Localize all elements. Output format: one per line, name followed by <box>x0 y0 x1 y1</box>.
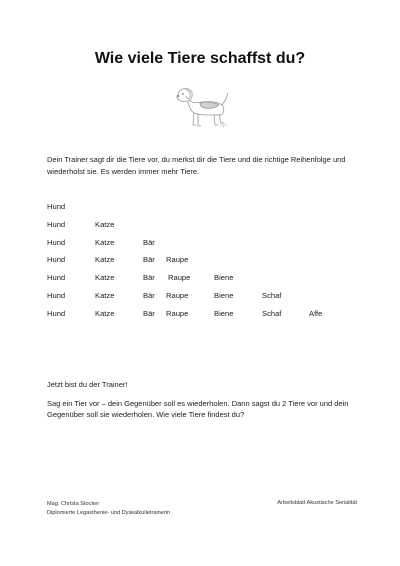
animal-name: Bär <box>143 273 155 282</box>
animal-name: Katze <box>95 220 115 229</box>
trainer-heading: Jetzt bist du der Trainer! <box>47 380 128 389</box>
animal-name: Bär <box>143 255 155 264</box>
animal-name: Bär <box>143 309 155 318</box>
animal-name: Hund <box>47 202 66 211</box>
animal-name: Raupe <box>166 291 189 300</box>
dog-icon <box>170 81 234 131</box>
animal-name: Schaf <box>262 291 282 300</box>
animal-row <box>0 238 400 248</box>
animal-name: Raupe <box>166 309 189 318</box>
animal-name: Affe <box>309 309 323 318</box>
footer-worksheet: Arbeitsblatt Akustische Serialität <box>277 500 357 506</box>
footer-author-name: Mag. Christa Stocker <box>47 501 100 507</box>
animal-name: Biene <box>214 291 234 300</box>
task-text: Sag ein Tier vor – dein Gegenüber soll es wiederholen. Dann sagst du 2 Tiere vor und dein Gegenüber soll sie wiederholen. Wie viele Tiere findest du? <box>47 399 349 419</box>
intro-text: Dein Trainer sagt dir die Tiere vor, du merkst dir die Tiere und die richtige Reihenfolge und wiederholst sie. Es werden immer mehr Tiere. <box>47 155 346 176</box>
animal-name: Hund <box>47 220 66 229</box>
animal-name: Biene <box>214 309 234 318</box>
page-title: Wie viele Tiere schaffst du? <box>94 50 306 67</box>
footer-author <box>47 500 170 518</box>
animal-name: Biene <box>214 273 234 282</box>
animal-row <box>0 291 400 301</box>
animal-name: Bär <box>143 291 155 300</box>
animal-name: Hund <box>47 238 66 247</box>
animal-name: Hund <box>47 291 66 300</box>
animal-row <box>0 309 400 319</box>
animal-name: Katze <box>95 238 115 247</box>
animal-name: Hund <box>47 255 66 264</box>
animal-row <box>0 255 400 265</box>
animal-name: Schaf <box>262 309 282 318</box>
animal-row <box>0 220 400 230</box>
animal-name: Raupe <box>166 255 189 264</box>
animal-name: Katze <box>95 273 115 282</box>
animal-name: Katze <box>95 309 115 318</box>
animal-name: Hund <box>47 309 66 318</box>
animal-name: Bär <box>143 238 155 247</box>
animal-row <box>0 202 400 212</box>
animal-name: Hund <box>47 273 66 282</box>
animal-name: Raupe <box>168 273 191 282</box>
animal-row <box>0 273 400 283</box>
animal-name: Katze <box>95 255 115 264</box>
animal-name: Katze <box>95 291 115 300</box>
footer-author-role: Diplomierte Legasthenie- und Dyskalkulietrainerin <box>47 510 171 516</box>
